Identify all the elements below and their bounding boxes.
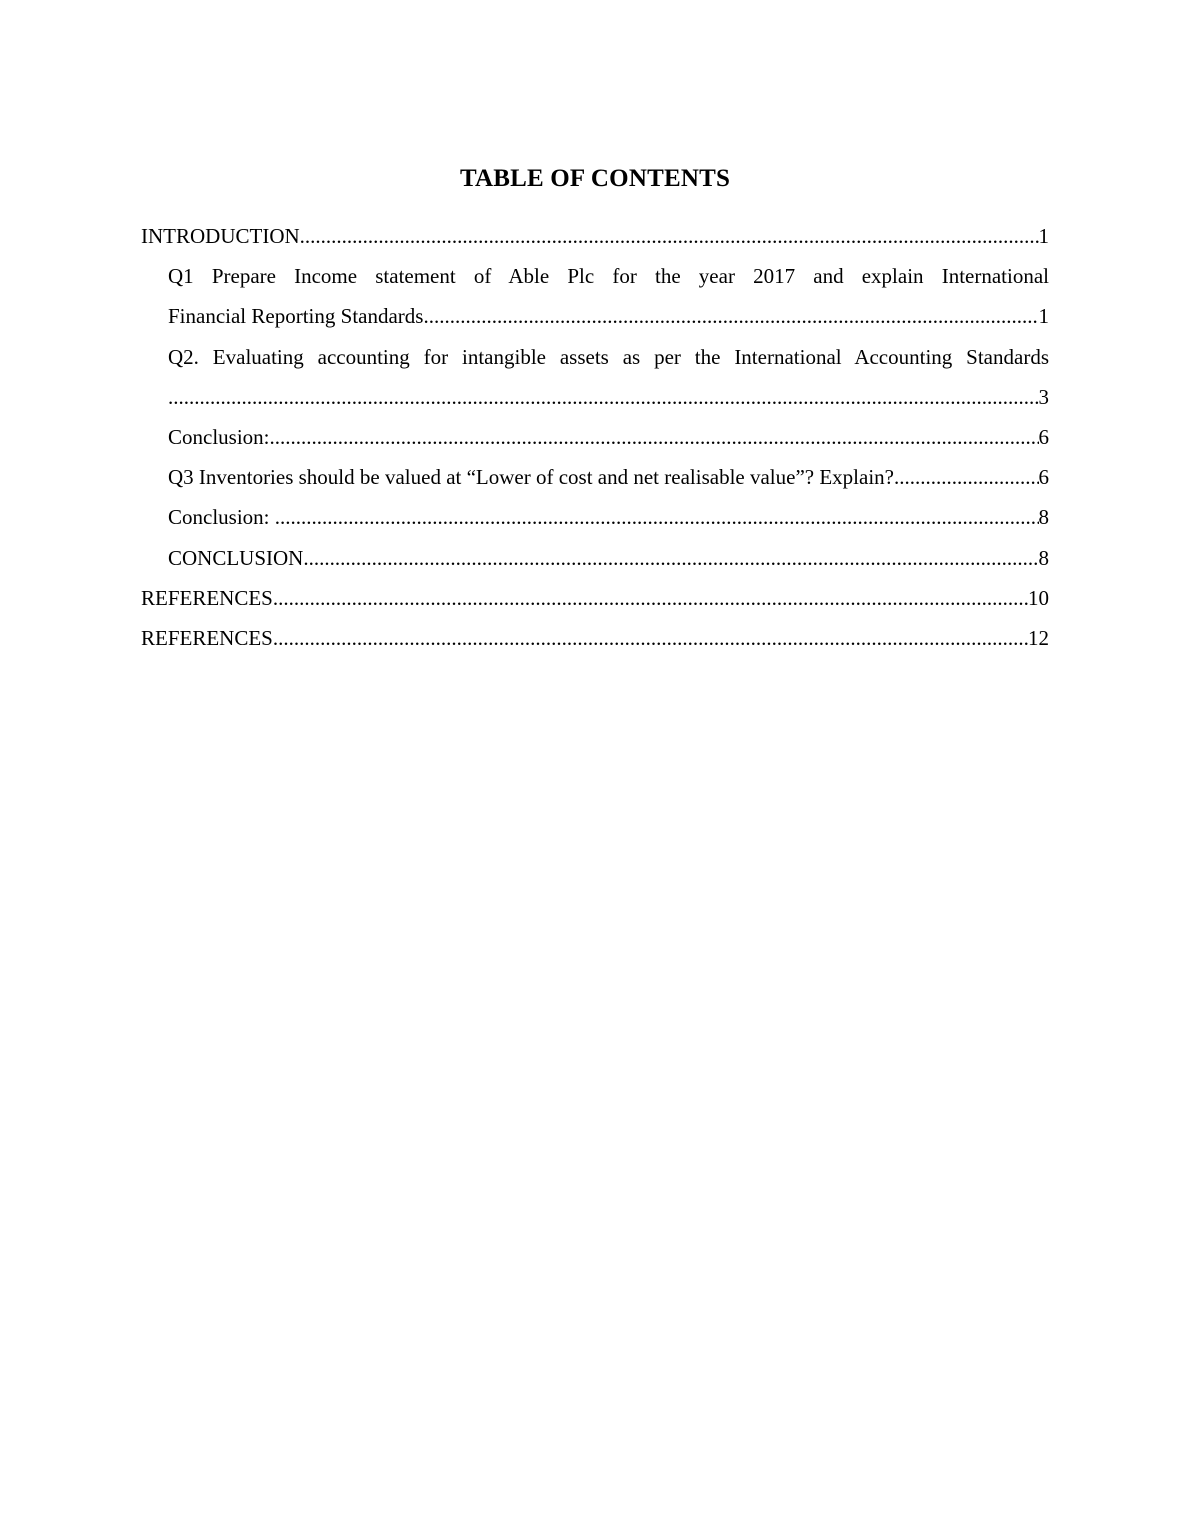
toc-entry-conclusion-1[interactable] bbox=[168, 419, 1049, 459]
toc-entry-q2-line2[interactable] bbox=[168, 379, 1049, 419]
toc-leader-dots bbox=[300, 218, 1039, 254]
toc-leader-dots bbox=[275, 499, 1039, 535]
toc-entry-text: Financial Reporting Standards bbox=[168, 304, 424, 329]
toc-title: TABLE OF CONTENTS bbox=[459, 165, 731, 192]
toc-page-number: 6 bbox=[1038, 424, 1049, 449]
toc-entry-text: CONCLUSION bbox=[168, 545, 304, 570]
toc-entry-text: Q1 Prepare Income statement of Able Plc for the year 2017 and explain International bbox=[168, 264, 1049, 289]
toc-entry-introduction[interactable] bbox=[141, 218, 1049, 258]
toc-page-number: 6 bbox=[1038, 465, 1049, 490]
toc-entry-references-2[interactable] bbox=[141, 620, 1049, 660]
toc-entry-q1-line2[interactable] bbox=[168, 298, 1049, 338]
toc-entry-q3[interactable] bbox=[168, 459, 1049, 499]
toc-entry-q2-line1[interactable] bbox=[168, 339, 1049, 379]
toc-leader-dots bbox=[168, 379, 1039, 415]
toc-leader-dots bbox=[303, 540, 1038, 576]
toc-page-number: 1 bbox=[1038, 304, 1049, 329]
toc-entry-text: REFERENCES bbox=[141, 585, 273, 610]
toc-page-number: 8 bbox=[1038, 545, 1049, 570]
toc-page-number: 8 bbox=[1038, 505, 1049, 530]
toc-entry-text: Conclusion: bbox=[168, 424, 270, 449]
toc-page-number: 3 bbox=[1038, 384, 1049, 409]
toc-page-number: 10 bbox=[1028, 585, 1049, 610]
toc-entry-conclusion-caps[interactable] bbox=[168, 540, 1049, 580]
toc-leader-dots bbox=[270, 419, 1039, 455]
toc-page-number: 12 bbox=[1028, 625, 1049, 650]
toc-leader-dots bbox=[273, 580, 1028, 616]
toc-entry-text: INTRODUCTION bbox=[141, 224, 300, 248]
toc-leader-dots bbox=[273, 620, 1028, 656]
toc-page-number: 1 bbox=[1038, 224, 1049, 248]
toc-entry-conclusion-2[interactable] bbox=[168, 499, 1049, 539]
toc-entry-text: Q3 Inventories should be valued at “Lower of cost and net realisable value”? Explain? bbox=[168, 465, 894, 490]
toc-entry-text: Q2. Evaluating accounting for intangible assets as per the International Accounting Standards bbox=[168, 344, 1049, 369]
toc-leader-dots bbox=[894, 459, 1039, 495]
table-of-contents bbox=[141, 218, 1049, 660]
toc-entry-text: Conclusion: bbox=[168, 505, 275, 530]
toc-entry-references-1[interactable] bbox=[141, 580, 1049, 620]
toc-entry-text: REFERENCES bbox=[141, 625, 273, 650]
toc-leader-dots bbox=[423, 298, 1038, 334]
toc-entry-q1-line1[interactable] bbox=[168, 258, 1049, 298]
